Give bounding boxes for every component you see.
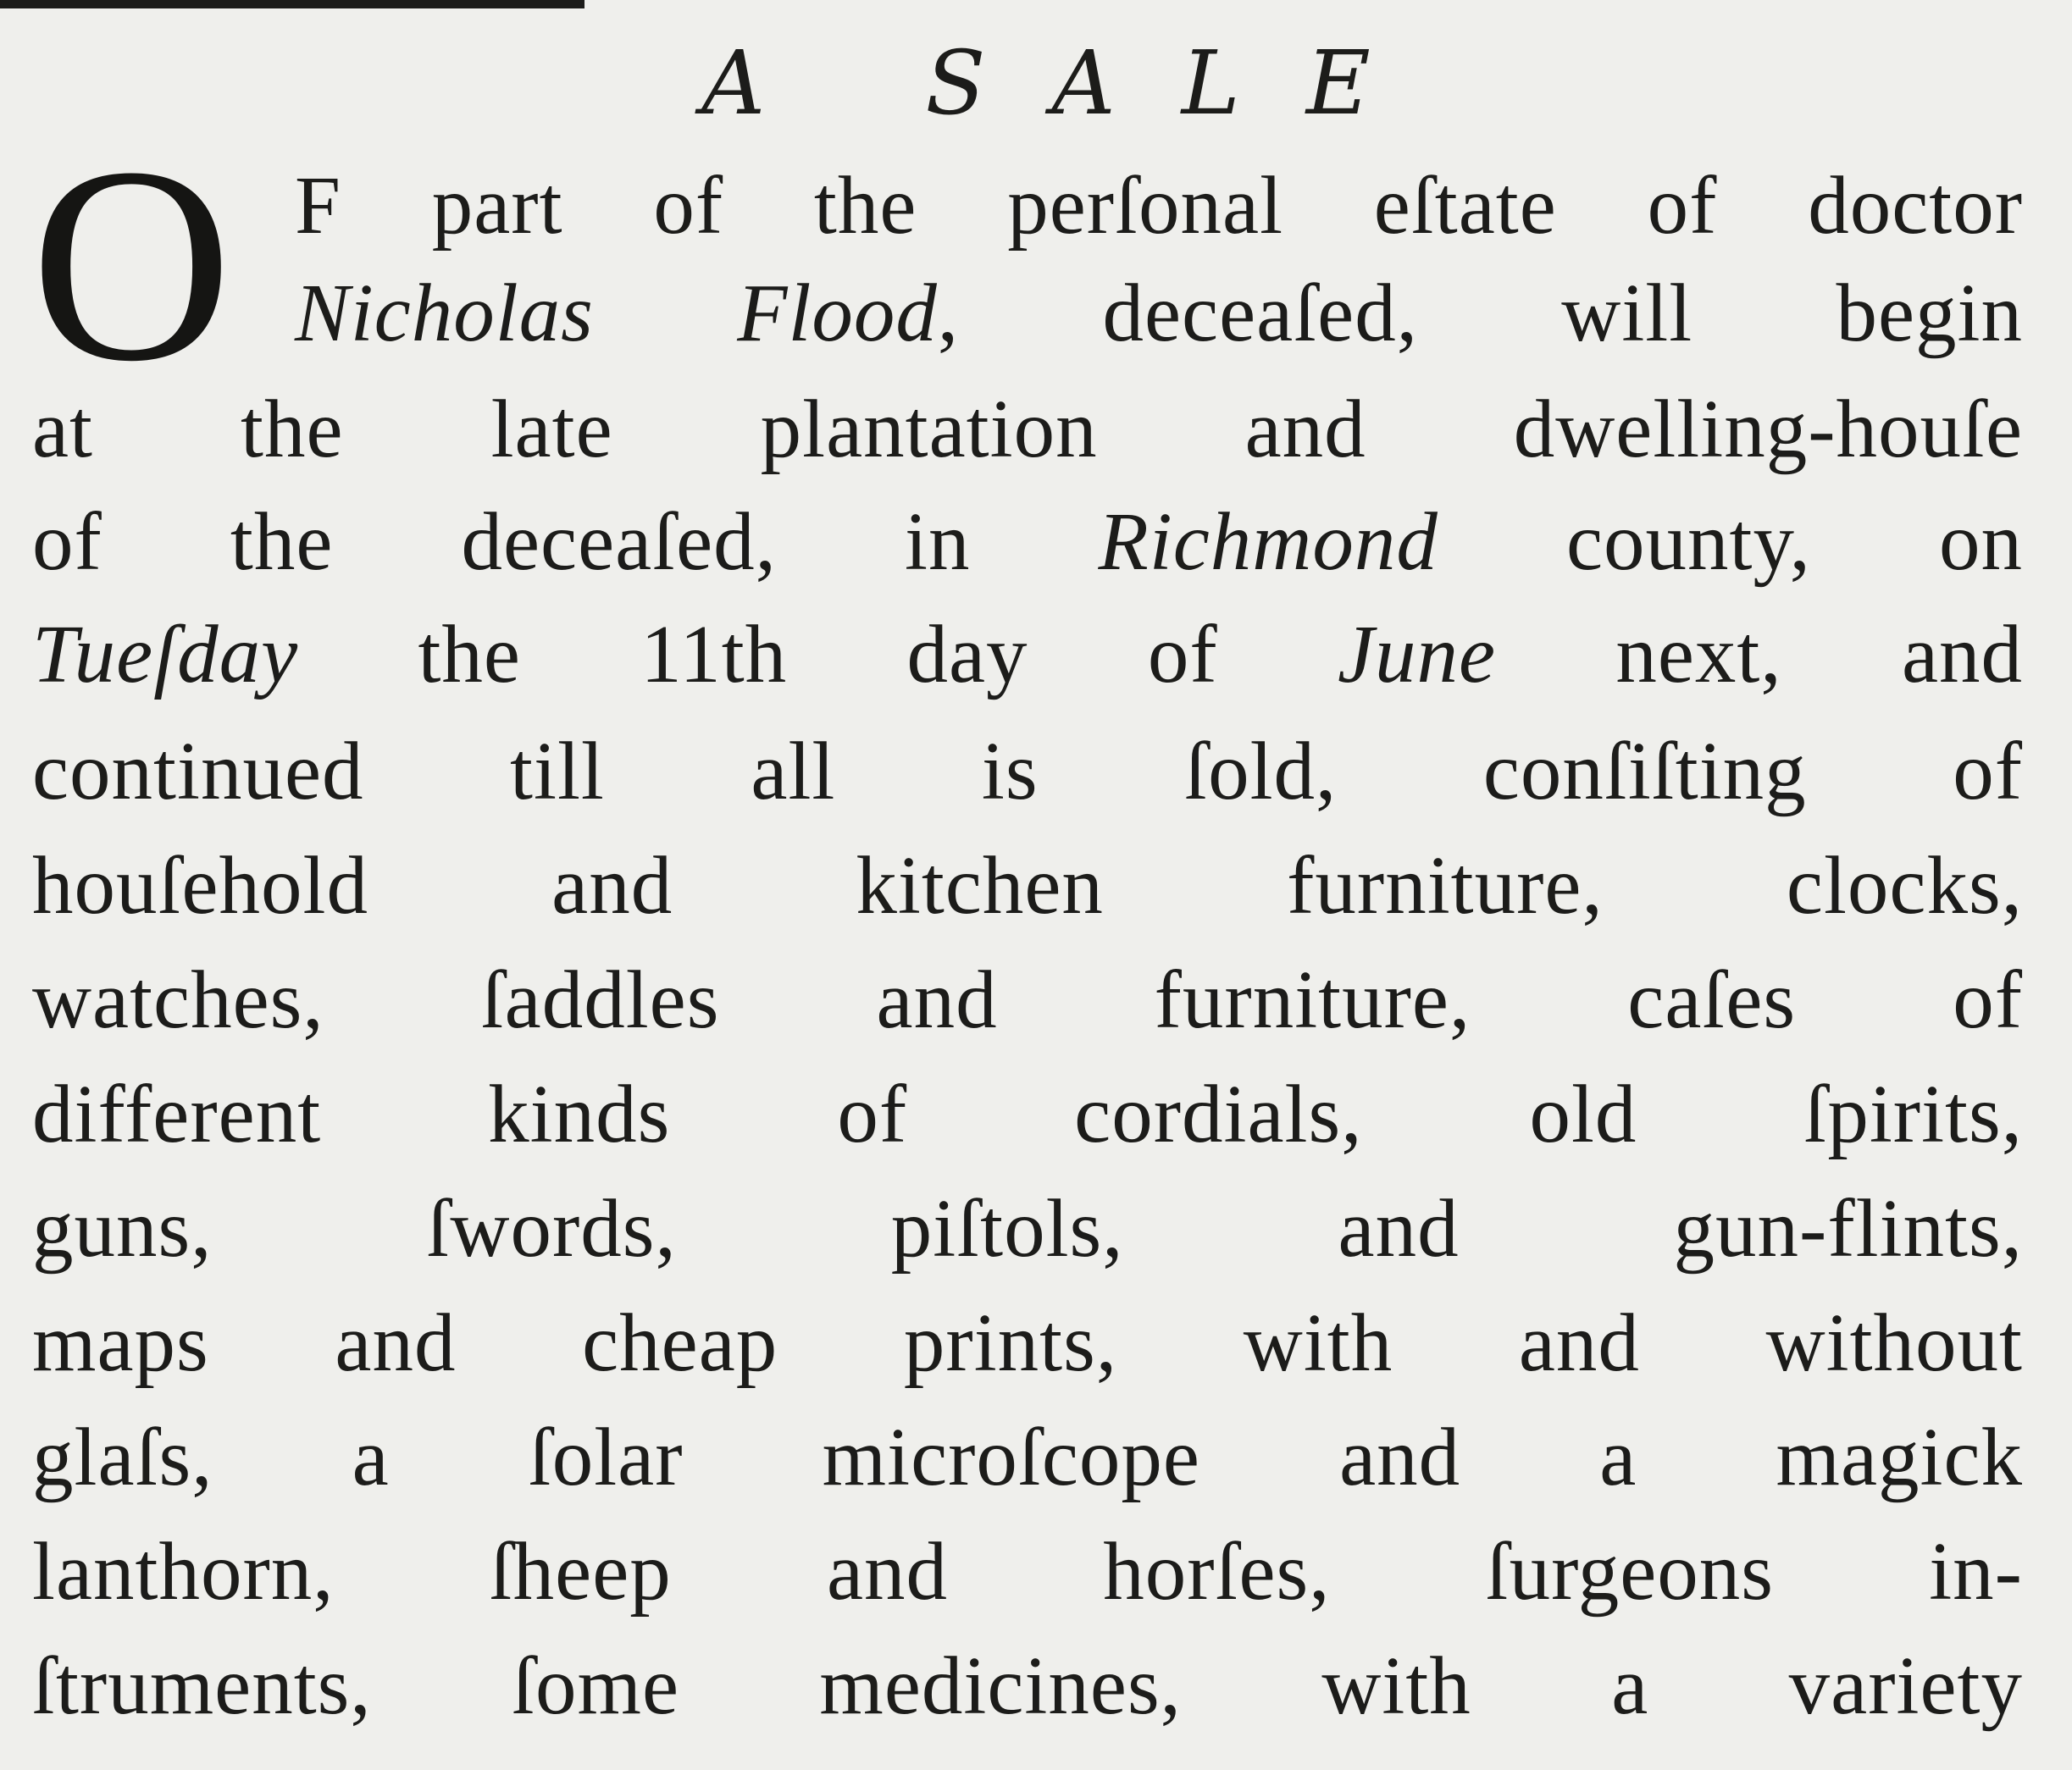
text-line [32,491,2023,593]
italic-text: Tueſday [32,609,299,700]
text-span: F part of the perſonal eſtate of doctor [295,160,2023,251]
text-span: the 11th day of [298,609,1338,700]
text-span: guns, ſwords, piſtols, and gun-flints, [32,1183,2023,1274]
italic-text: Richmond [1098,496,1438,587]
text-line [32,1407,2023,1508]
text-span: next, and [1496,609,2023,700]
text-span: continued till all is ſold, conſiſting of [32,726,2023,816]
text-line [32,1521,2023,1623]
text-span: of the deceaſed, in [32,496,1099,587]
text-span: different kinds of cordials, old ſpirits, [32,1069,2023,1159]
italic-text: Nicholas Flood [295,268,938,358]
text-line [295,263,2023,364]
text-span: glaſs, a ſolar microſcope and a magick [32,1412,2023,1502]
text-line [295,155,2023,257]
top-rule [0,0,584,8]
text-line [32,721,2023,822]
text-line [32,1292,2023,1394]
text-line [32,1064,2023,1165]
text-span: at the late plantation and dwelling-houſe [32,384,2023,474]
text-line [32,379,2023,480]
text-span: , deceaſed, will begin [937,268,2023,358]
text-span: watches, ſaddles and furniture, caſes of [32,954,2023,1045]
text-span: houſehold and kitchen furniture, clocks, [32,840,2023,931]
text-line [32,835,2023,937]
text-line [32,604,2023,705]
headline: A SALE [701,31,1437,135]
drop-cap: O [30,110,233,419]
text-span: maps and cheap prints, with and without [32,1297,2023,1388]
text-span: county, on [1438,496,2023,587]
text-span: ſtruments, ſome medicines, with a variety [32,1640,2023,1731]
text-line [32,1178,2023,1280]
text-line [32,949,2023,1051]
italic-text: June [1337,609,1497,700]
text-line [32,1635,2023,1737]
text-span: lanthorn, ſheep and horſes, ſurgeons in- [32,1526,2023,1617]
